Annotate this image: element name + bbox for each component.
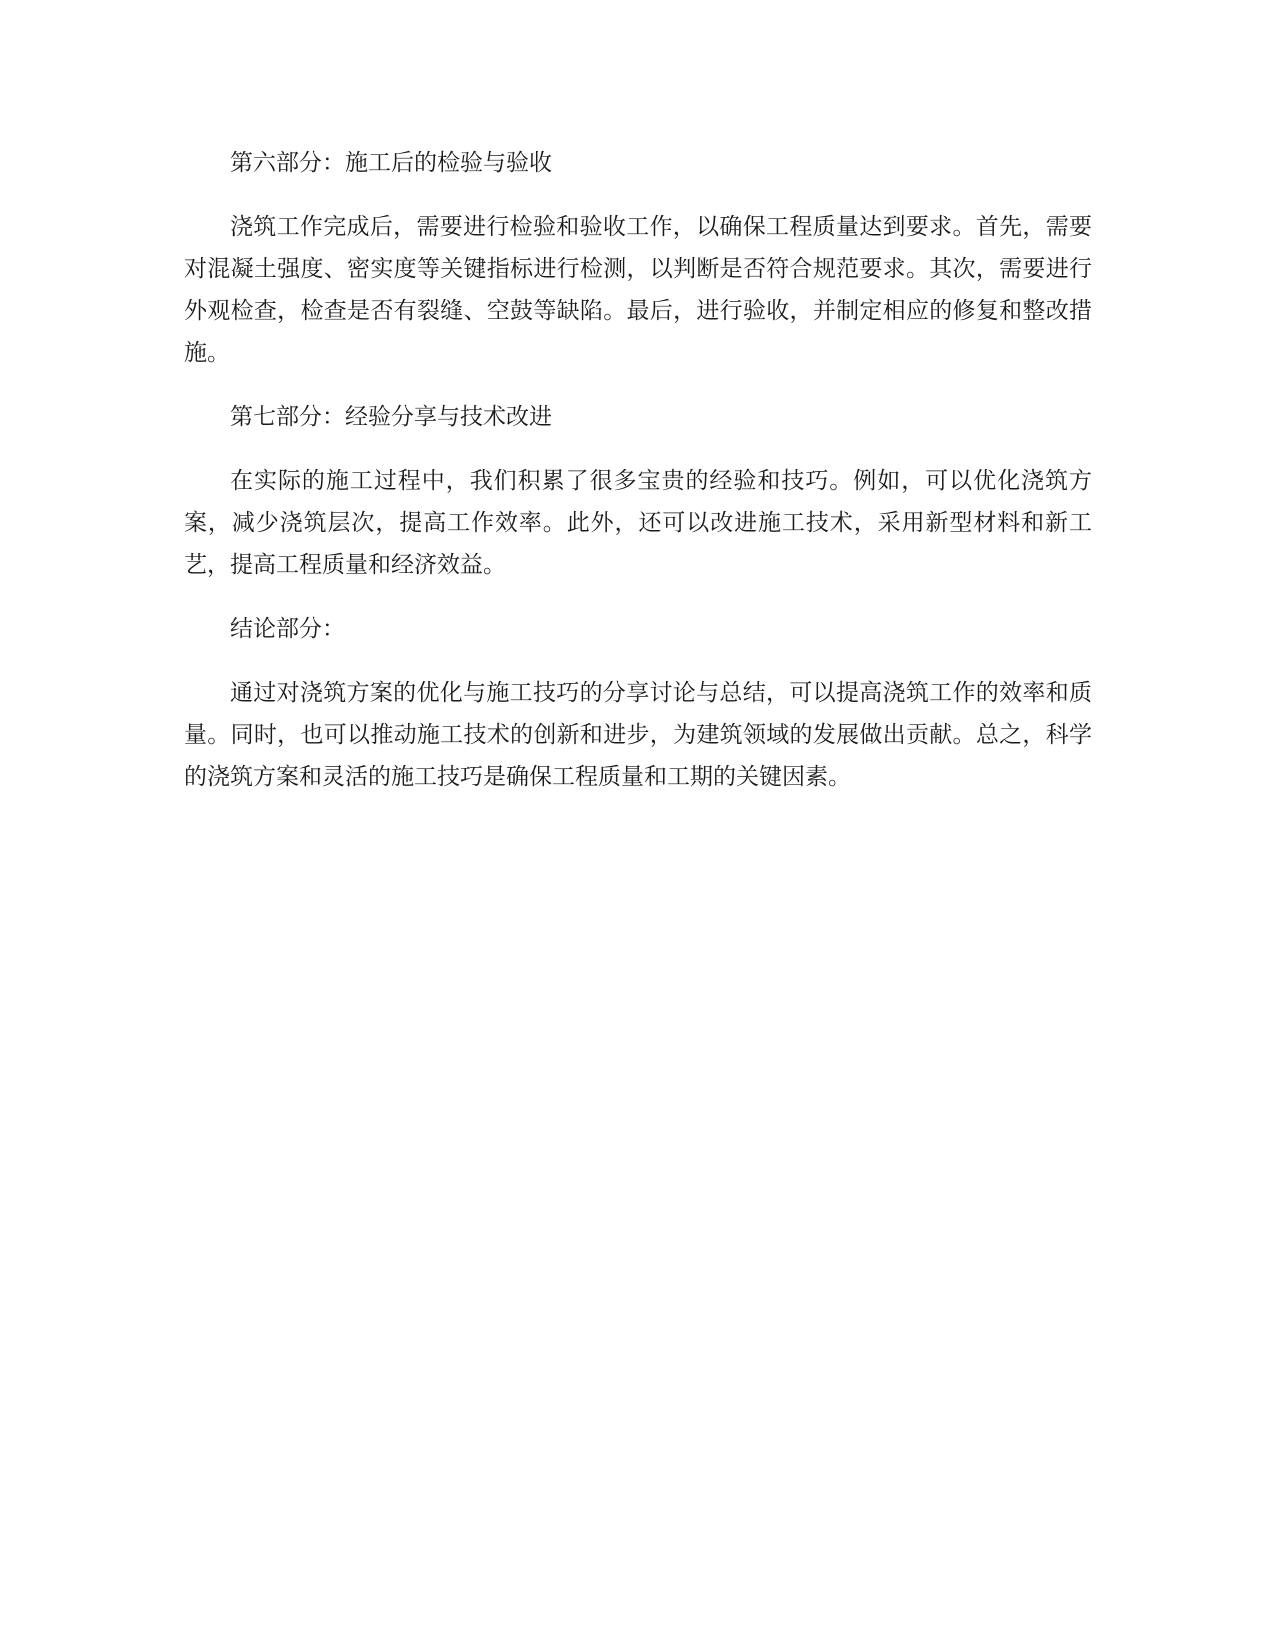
paragraph-experience: 在实际的施工过程中，我们积累了很多宝贵的经验和技巧。例如，可以优化浇筑方案，减少浇筑层次，提高工作效率。此外，还可以改进施工技术，采用新型材料和新工艺，提高工程质量和经济效益。 (184, 468, 1092, 578)
document-body (184, 142, 1092, 820)
paragraph-inspection: 浇筑工作完成后，需要进行检验和验收工作，以确保工程质量达到要求。首先，需要对混凝土强度、密实度等关键指标进行检测，以判断是否符合规范要求。其次，需要进行外观检查，检查是否有裂缝、空鼓等缺陷。最后，进行验收，并制定相应的修复和整改措施。 (184, 214, 1092, 366)
paragraph-conclusion: 通过对浇筑方案的优化与施工技巧的分享讨论与总结，可以提高浇筑工作的效率和质量。同时，也可以推动施工技术的创新和进步，为建筑领域的发展做出贡献。总之，科学的浇筑方案和灵活的施工技巧是确保工程质量和工期的关键因素。 (184, 680, 1092, 790)
section-heading-experience: 第七部分：经验分享与技术改进 (230, 404, 552, 430)
section-heading-conclusion: 结论部分： (230, 616, 345, 642)
section-heading-inspection: 第六部分：施工后的检验与验收 (230, 150, 552, 176)
